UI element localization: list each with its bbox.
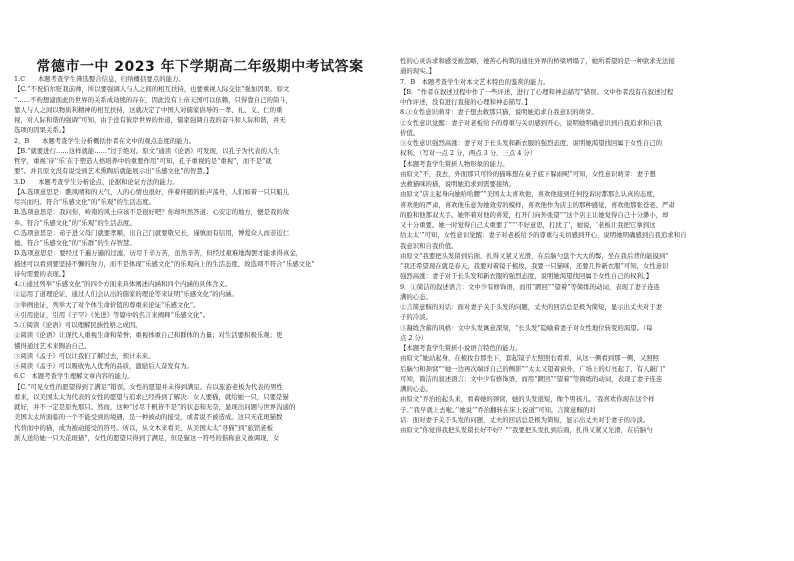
text-line: 去救猫咪的猫，说明她追求到需要接纳。 [400,180,516,188]
text-line: 1.C 本题考查学生筛选整合信息，归纳概括要点的能力。 [14,75,185,83]
text-line: 6.C 本题考查学生理解文章内容的能力。 [14,372,134,381]
text-line: 由原文“她站起身，在梳妆台那坐下，套起镜子左照照右看看，从这一侧看到那一侧，又照照 [400,354,659,363]
left-column [14,46,386,561]
text-line: 点 2 分） [400,333,428,342]
text-line: 7．B 本题考查学生对本文艺术特色的鉴赏的能力。 [400,77,550,86]
text-line: 我意识和自我价值。 [400,241,458,250]
text-line: 5.①阅读《论语》可以理解民族性格之成因。 [14,321,142,329]
text-line: 【本题考查学生赏析小说语言特色的能力。 [400,344,522,352]
text-line: 8.①女性意识萌芽：妻子想去救那只猫，说明她追求自我意识的萌芽。 [400,108,598,117]
text-line: C.选项意思是：弟子进父母门就要孝顺，出自己门就要敬兄长，谨慎而有信用，博爱众人而亲近仁 [14,228,290,237]
text-line: 由原文“你觉得我把头发留长好不好？”“我要把头发扎到后面，扎得又紧又光滑，在后脑勺 [400,426,653,434]
text-line: ②女性意识觉醒：妻子对老板给予的尊重与关切感到开心，说明她明确意识到自我追求和自我 [400,118,663,127]
text-line: 由原文“乔治抬起头来，看着她的颈窝，她的头发很短，像个男孩儿。‘我喜欢你现在这个样 [400,395,655,404]
text-line: 就好，并不一定是原先那只。然而，这种“过尽千帆皆不是”的状态和无奈，显现出问题与世界沟通的 [14,403,296,411]
text-line: 要”。并且原文没有说受到艺术熏陶后就能展示出“乐感文化”的智慧。】 [14,167,213,176]
text-line: ②阅读《论语》让现代人重视生命和荣誉；重视体重自己和群体的力量；对生活要积极乐观；更 [14,331,283,340]
text-line: 由原文“店主起身向她哈哈腰”“美国太太喜欢他，喜欢他接到任何投诉时都那么认真的态度， [400,190,660,199]
text-line: 的脸和他那双大手。她怀着对他的喜爱，打开门向外张望”“这个店主让她觉得自己十分渺小，却 [400,210,669,219]
text-line: 价值。 [400,128,420,137]
text-line: 后脑勺和颈窝”“她一边再次端详自己的侧影”“太太又望着窗外，广场上的灯亮起了，有人敲门” [400,364,666,373]
text-line: 喜欢他的严肃，喜欢他乐意为她效劳的模样，喜欢他作为店主的那种感觉，喜欢他那张苍老、严肃 [400,200,675,209]
text-line: 通的现实。】 [400,67,436,76]
text-line: 德。符合“乐感文化”的“乐群”的生存智慧。 [14,239,136,247]
text-line: 【A.选项意思是：瞧风晴和的天气，人的心情也很好，伴着伴随的蛙声荡舟，人们如着一只只船儿 [14,187,290,196]
text-line: 强烈高涨：妻子对于长头发和新衣服的强烈态度，说明她渴望找回属于女性自己的权利。】 [400,272,653,281]
text-line: 视，对人际和谐的强调”可知，由于没有彼岸世界的作道，儒家强调自我的奋斗和人际和谐，并无 [14,116,286,124]
text-line: ④阅读《孟子》可以吸收先人优秀的品质，激励后人奋发有为。 [14,362,193,370]
text-line: 【B.“就要进行……这样就能……”过于绝对。原文“通读《论语》可发现，以孔子为代表的人生 [14,146,280,155]
right-column [400,46,782,561]
text-line: 【B．“作者在叙述过程中作了一些评述，进行了心理和神态描写”错误。文中作者没有在叙述过程 [400,87,674,96]
text-line: D.选项意思是：要经过千遍万遍的过滤，历尽千辛万苦，虽然辛苦，但经过艰难地淘罢才能求得真金， [14,249,303,258]
text-line: 由原文“我要把头发留到后面，扎得又紧又光滑，在后脑勺盘个大大的髻，坐在我后背的能摸到” [400,251,669,260]
text-line: 权利。（写对一点 2 分，两点 3 分，三点 4 分） [400,149,537,158]
text-line: ④引用论证，引用《子罕》《先进》等篇中的名言来阐释“乐感文化”。 [14,310,210,319]
text-line: 【本题考查学生赏析人物形象的能力。 [400,159,509,168]
text-line: 看来，以美国太太为代表的女性的愿望与追求已经得到了解决：女人要猫，就给她一只，只要是猫 [14,392,289,401]
text-line: 代替而中的猫，成为被动接受的符号。所以，从文本来看美，从美国太太“寻猫”到“旅馆老板 [14,423,274,432]
text-line: 子。’‘我早就上去啦。’‘她说’”乔治翻转在床上说道”可知，言简意赅的对 [400,405,596,414]
text-line: ③凝练含蓄的风格：文中头发寓意深刻，“长头发”隐喻着妻子对女性地位转变的渴望。（每 [400,323,653,332]
text-line: 9．①简洁的叙述语言：文中少有修饰语，而用“踱回”“望着”等简练的动词，表现了妻子连连 [400,282,660,291]
text-line: 话：面对妻子关于头发的问题，丈夫的回话总是极为简短，显示出丈夫对于妻子的冷淡。 [400,415,650,424]
text-line: 3.D 本题考查学生分析论点、论据和论证方法的能力。 [14,177,179,186]
text-line: 诗句需要的表现。】 [14,269,69,278]
text-line: 可知，简洁的叙述语言：文中少有修饰语，而用“踱回”“望着”等简练的动词，表现了妻子连连 [400,374,663,383]
text-line: 满的心态。 [400,385,432,393]
text-line: ③阅读《孟子》可以让我们了解过去，预计未来。 [14,351,155,360]
text-line: 描述可以看到要坚持不懈的努力，而不是体现“乐感文化”的乐观向上的生活态度，故选项不符合“乐感文化” [14,259,315,268]
text-line: ③举例论证，列举大了对个体生命价值的尊重来论证“乐感文化”。 [14,300,200,309]
text-line: 2，B 本题考查学生分析概括作者在文中的观点态度的能力。 [14,136,196,145]
page-title: 常德市一中 2023 年下学期高二年级期中考试答案 [36,59,364,75]
text-line: 又十分重要。她一时觉得自己太重要了”“‘不好意思，打扰了’，她说，‘老板让我把它拿到这 [400,221,656,229]
text-line: 乡。符合“乐感文化”的“乐观”的生活态度。 [14,218,136,227]
text-line: 尽兴而归。符合“乐感文化”的“乐观”的生活态度。 [14,198,155,206]
text-line: 由原文“不，我去，外面那只可怜的猫咪想在桌子底下躲雨呢”可知，女性意识萌芽：妻子想 [400,169,656,178]
text-line: 给太太’”可知，女性意识觉醒：妻子对老板给予的尊重与关切感到开心，说明她明确感到自我追求和自 [400,231,687,240]
text-line: 懂得通过艺术来陶冶自己。 [14,341,91,350]
text-line: 哲学，重视‘诗’‘乐’在于塑造人格培养中的重要作用”可知，孔子重视的是“重视”，而不是“就 [14,157,272,165]
text-line: “……不构想建面此仍世界的关系成劫熊的存在，因此没有上帝天国可以依赖，只得靠自己的筒斗， [14,95,293,104]
text-line: ②言简意赅的对话：面对妻子关于头发的问题，丈夫的回话总是极为简短，显示出丈夫对于妻 [400,303,663,311]
text-line: 子的冷淡。 [400,313,432,322]
text-line: 满的心态。 [400,292,432,301]
text-line: 美国太太所面临的一个不能受到的境遇，是一种被动的接受，或者说不被造成。这只无花斑猫数 [14,413,283,422]
text-line: 派人送给她一只大花斑猫”，女性的愿望只得到了满足，但是猫这一符号的指称意义被调现，女 [14,433,280,442]
text-line: “我还希望现在就是春天，我要对着镜子梳妆，我要一只猫咪，还要几件新衣服”可知，女性意识 [400,262,669,270]
text-line: 【C.“不祝伯尔贬我前帅，所以要强调人与人之间的相互扶持，也要重视人际交往”强加因果。原文 [14,85,290,94]
text-line: 中作评述，没有进行直接的心理和神态描写。】 [400,98,532,106]
text-line: 靠人与人之间以物质利精神的相互扶持，这就决定了中国人对儒家倡导的一孝、礼、义、仁的重 [14,105,283,114]
text-line: 性的心灵诉求和感受被忽略，她苦心构筑的通往外界的桥梁坍塌了，她所希望的是一种欲求无法接 [400,57,675,65]
text-line: 选项的因果关系。】 [14,126,69,135]
text-line: ②运用了道理论证，通过人们会认出的儒家的理论等来证明“乐感文化”的内涵。 [14,290,238,299]
text-line: 4.①通过列举“乐感文化”的四个方面来具体阐述内涵和四个内涵的具体含义。 [14,280,232,288]
text-line: ③女性意识强烈高涨：妻子对于长头发和新衣服的强烈态度，说明她渴望找回属于女性自己的 [400,139,663,147]
text-line: B.选项意思是：我问你，岭南的风土应该不是很好吧？你却坦然答道：心安定的地方，便是我的故 [14,208,290,217]
text-line: 【C.“可见女性的愿望得到了满足”错误。女性的愿望并未得到满足。在以旅游老板为代表的男性 [14,382,283,391]
